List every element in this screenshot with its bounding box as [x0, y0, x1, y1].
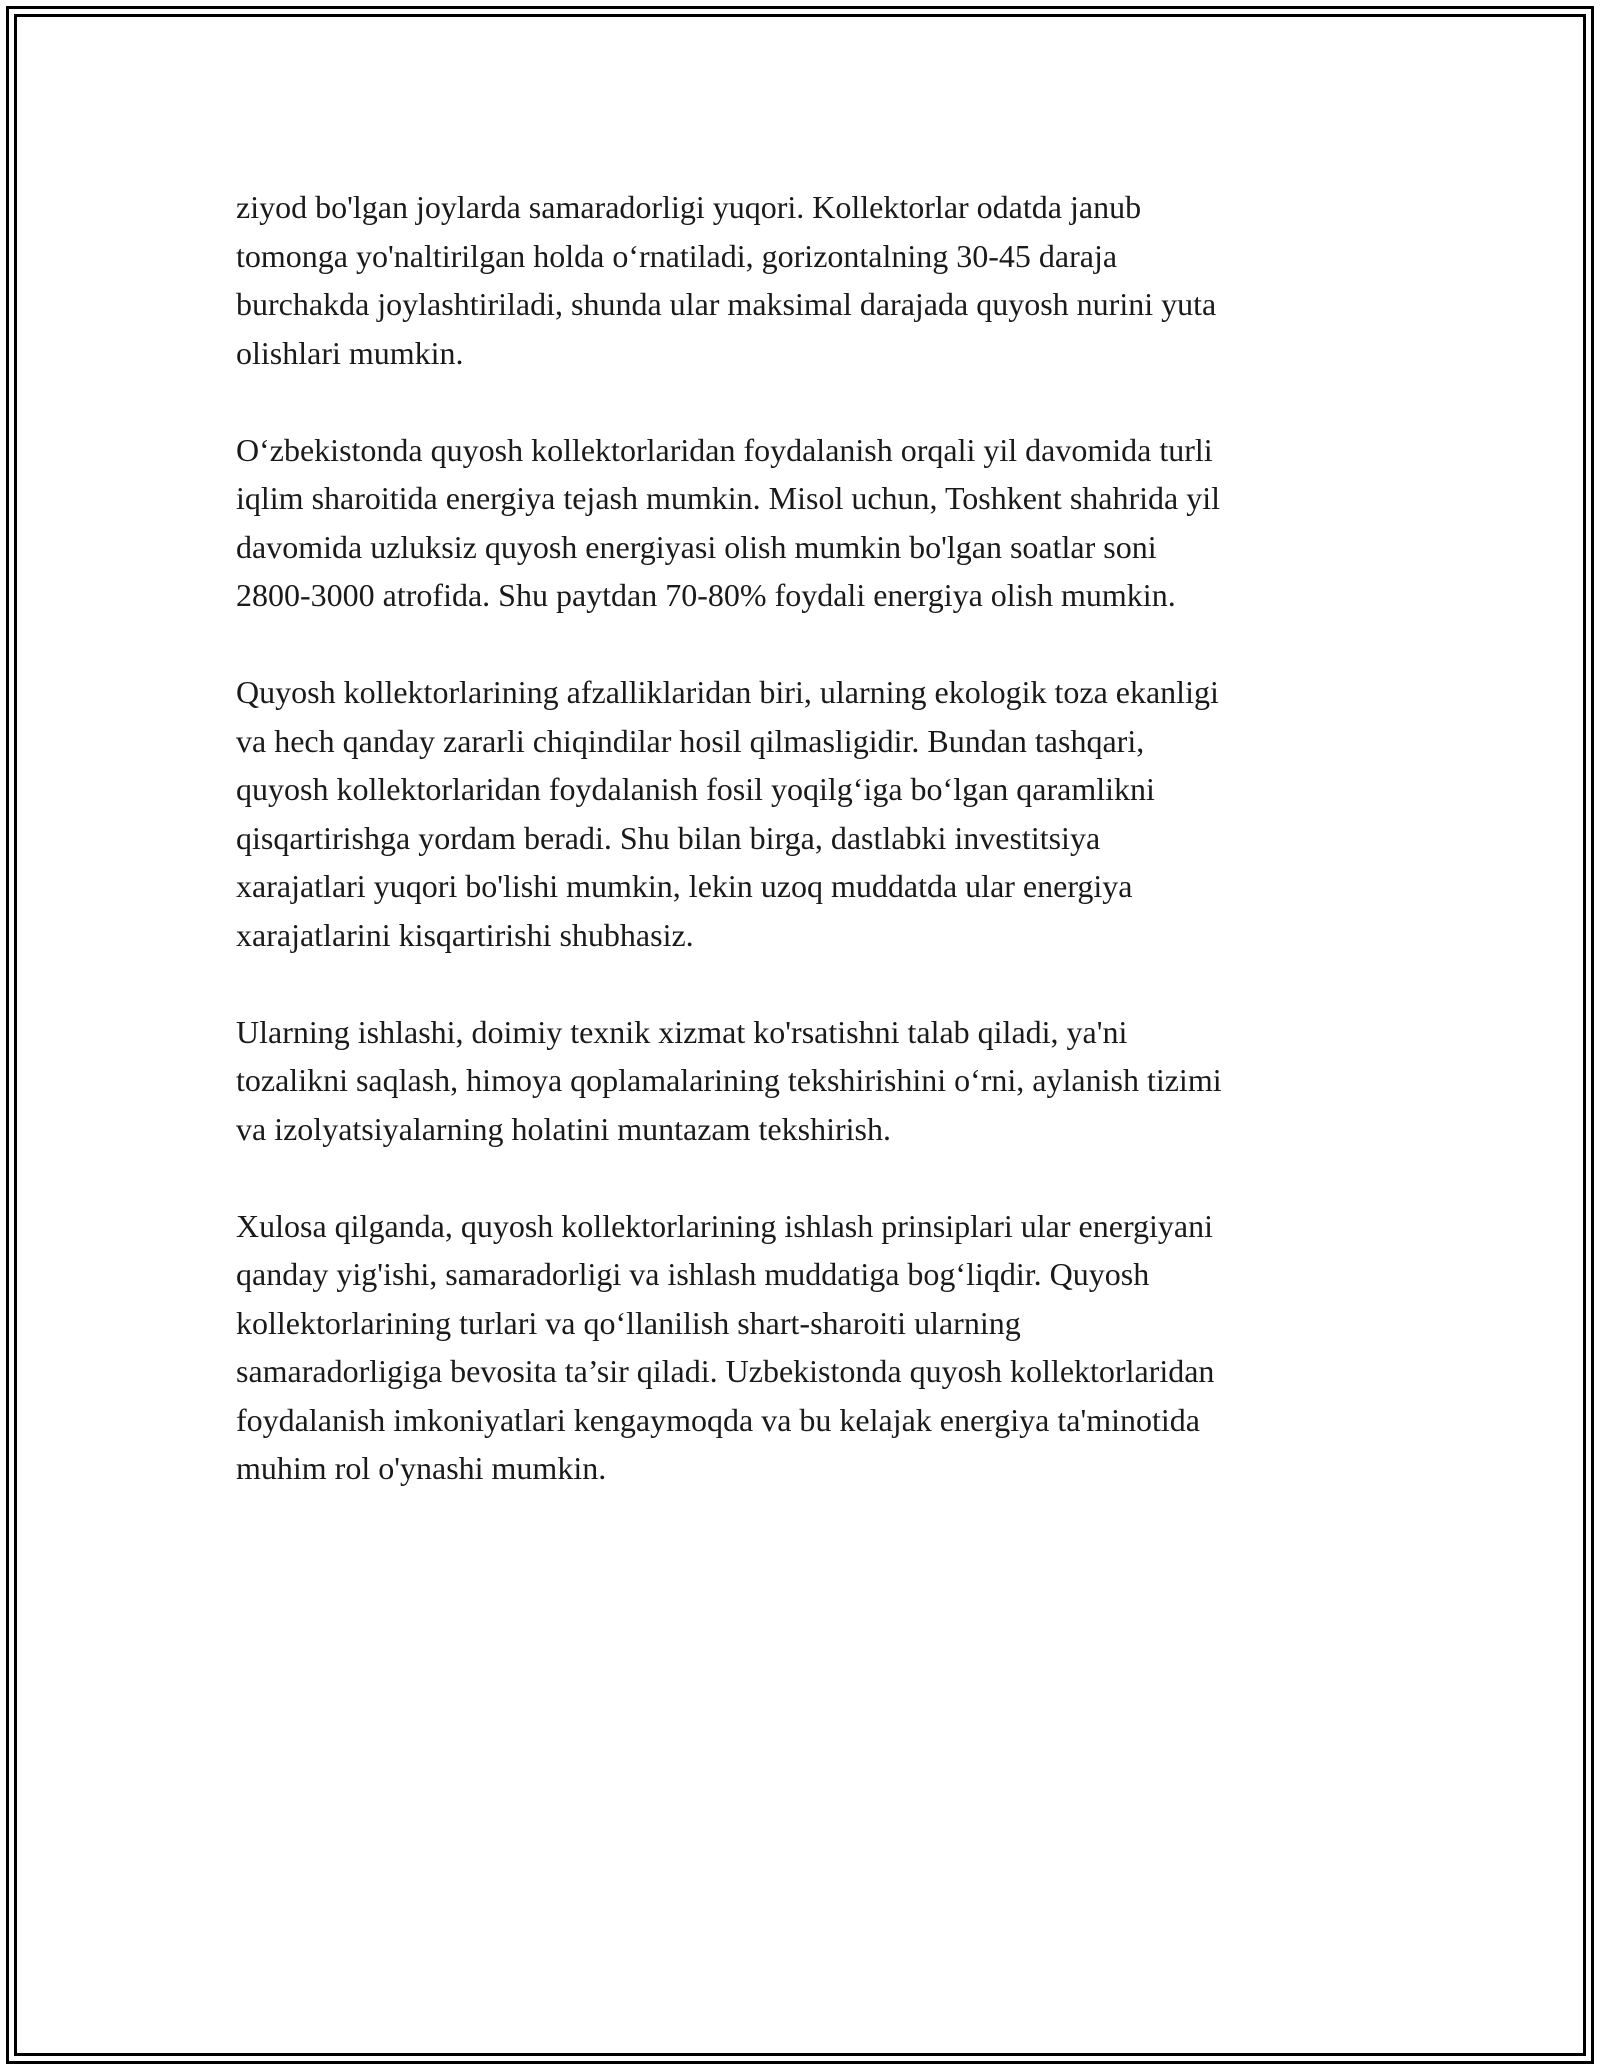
paragraph-3: Quyosh kollektorlarining afzalliklaridan biri, ularning ekologik toza ekanligi va hech qanday zararli chiqindilar hosil qilmasligidir. Bundan tashqari, quyosh kollektorlaridan foydalanish fosil yoqilg‘iga bo‘lgan qaramlikni qisqartirishga yordam beradi. Shu bilan birga, dastlabki investitsiya xarajatlari yuqori bo'lishi mumkin, lekin uzoq muddatda ular energiya xarajatlarini kisqartirishi shubhasiz.: [236, 674, 1219, 953]
document-body: [236, 183, 1364, 1541]
paragraph-2: O‘zbekistonda quyosh kollektorlaridan foydalanish orqali yil davomida turli iqlim sharoitida energiya tejash mumkin. Misol uchun, Toshkent shahrida yil davomida uzluksiz quyosh energiyasi olish mumkin bo'lgan soatlar soni 2800-3000 atrofida. Shu paytdan 70-80% foydali energiya olish mumkin.: [236, 431, 1220, 613]
paragraph-5: Xulosa qilganda, quyosh kollektorlarining ishlash prinsiplari ular energiyani qanday yig'ishi, samaradorligi va ishlash muddatiga bog‘liqdir. Quyosh kollektorlarining turlari va qo‘llanilish shart-sharoiti ularning samaradorligiga bevosita ta’sir qiladi. Uzbekistonda quyosh kollektorlaridan foydalanish imkoniyatlari kengaymoqda va bu kelajak energiya ta'minotida muhim rol o'ynashi mumkin.: [236, 1207, 1215, 1486]
paragraph-4: Ularning ishlashi, doimiy texnik xizmat ko'rsatishni talab qiladi, ya'ni tozalikni saqlash, himoya qoplamalarining tekshirishini o‘rni, aylanish tizimi va izolyatsiyalarning holatini muntazam tekshirish.: [236, 1013, 1222, 1147]
paragraph-1: ziyod bo'lgan joylarda samaradorligi yuqori. Kollektorlar odatda janub tomonga yo'naltirilgan holda o‘rnatiladi, gorizontalning 30-45 daraja burchakda joylashtiriladi, shunda ular maksimal darajada quyosh nurini yuta olishlari mumkin.: [236, 189, 1217, 371]
